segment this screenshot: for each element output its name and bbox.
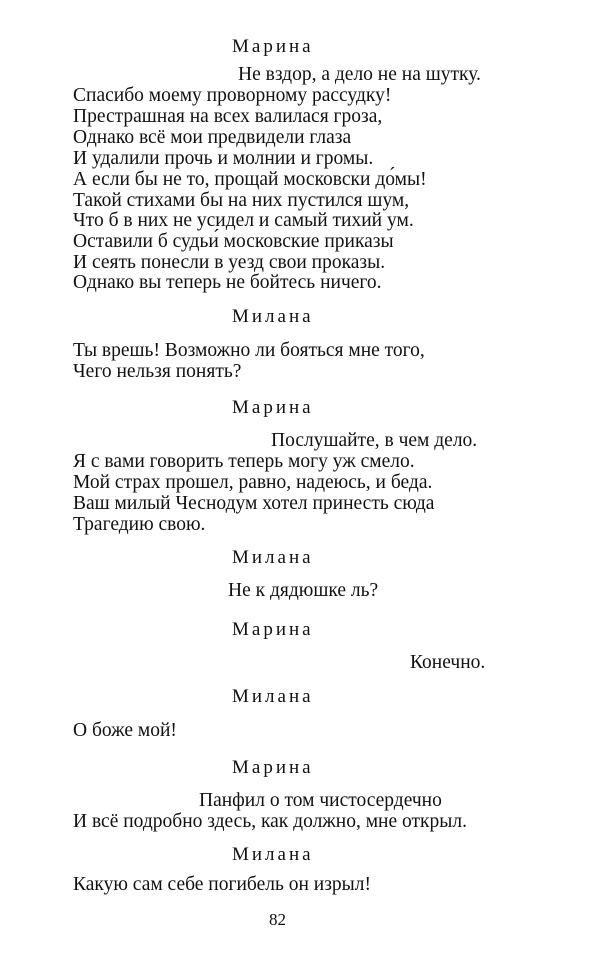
speaker-name: Милана (232, 686, 314, 707)
verse-line: И всё подробно здесь, как должно, мне открыл. (73, 811, 467, 832)
verse-line: Престрашная на всех валилася гроза, (73, 106, 383, 127)
verse-line: Какую сам себе погибель он изрыл! (73, 874, 372, 895)
verse-line: Что б в них не усидел и самый тихий ум. (73, 210, 414, 231)
speaker-name: Марина (232, 397, 314, 418)
speaker-name: Марина (232, 757, 314, 778)
verse-line: О боже мой! (73, 720, 177, 741)
verse-line: Ты врешь! Возможно ли бояться мне того, (73, 340, 425, 361)
verse-line: Панфил о том чистосердечно (199, 790, 442, 811)
page-number: 82 (269, 910, 286, 929)
verse-line: Мой страх прошел, равно, надеюсь, и беда. (73, 472, 433, 493)
verse-line: И удалили прочь и молнии и громы. (73, 148, 374, 169)
speaker-name: Марина (232, 619, 314, 640)
speaker-name: Милана (232, 547, 314, 568)
verse-line: Однако вы теперь не бойтесь ничего. (73, 272, 382, 293)
verse-line: Конечно. (410, 652, 486, 673)
verse-line: Не вздор, а дело не на шутку. (238, 64, 481, 85)
verse-line: Не к дядюшке ль? (228, 580, 379, 601)
verse-line: А если бы не то, прощай московски до́мы! (73, 169, 427, 190)
verse-line: Такой стихами бы на них пустился шум, (73, 190, 410, 211)
verse-line: Послушайте, в чем дело. (271, 430, 478, 451)
verse-line: Спасибо моему проворному рассудку! (73, 85, 392, 106)
verse-line: Однако всё мои предвидели глаза (73, 127, 352, 148)
speaker-name: Милана (232, 306, 314, 327)
speaker-name: Марина (232, 36, 314, 57)
verse-line: Я с вами говорить теперь могу уж смело. (73, 451, 415, 472)
speaker-name: Милана (232, 844, 314, 865)
verse-line: Трагедию свою. (73, 514, 206, 535)
verse-line: Ваш милый Чеснодум хотел принесть сюда (73, 493, 435, 514)
verse-line: Чего нельзя понять? (73, 361, 242, 382)
verse-line: Оставили б судьи́ московские приказы (73, 231, 394, 252)
verse-line: И сеять понесли в уезд свои проказы. (73, 252, 386, 273)
